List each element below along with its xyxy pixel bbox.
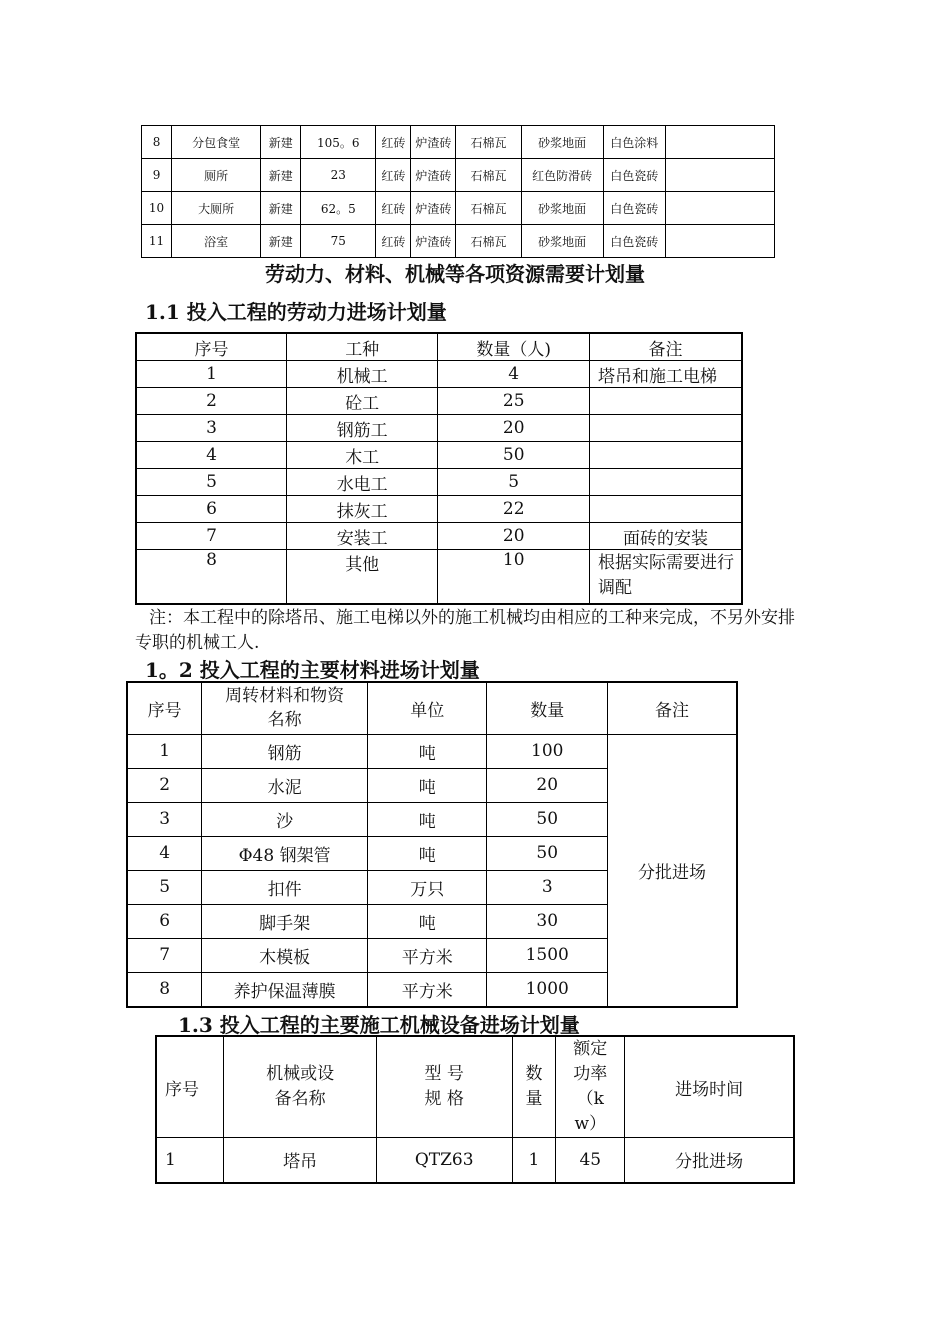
table-cell bbox=[665, 225, 774, 258]
table-cell: 新建 bbox=[261, 225, 301, 258]
materials-heading: 1。2 投入工程的主要材料进场计划量 bbox=[145, 658, 480, 682]
table-cell: 石棉瓦 bbox=[456, 225, 521, 258]
table-row bbox=[136, 361, 742, 388]
table-cell: 石棉瓦 bbox=[456, 126, 521, 159]
column-header-text: 机械或设备名称 bbox=[266, 1064, 335, 1109]
table-cell: 分包食堂 bbox=[172, 126, 261, 159]
table-cell: 2 bbox=[136, 388, 286, 415]
table-cell: 吨 bbox=[367, 768, 486, 802]
column-header bbox=[556, 1036, 625, 1138]
table-cell: 1 bbox=[136, 361, 286, 388]
table-cell: 白色瓷砖 bbox=[603, 225, 665, 258]
column-header bbox=[376, 1036, 512, 1138]
column-header: 工种 bbox=[286, 333, 437, 361]
labor-heading: 1.1 投入工程的劳动力进场计划量 bbox=[145, 300, 447, 324]
table-cell: 红色防滑砖 bbox=[521, 159, 603, 192]
table-cell: 1 bbox=[127, 734, 202, 768]
column-header bbox=[512, 1036, 556, 1138]
table-cell: 105。6 bbox=[301, 126, 376, 159]
table-cell: 23 bbox=[301, 159, 376, 192]
table-cell: 5 bbox=[438, 469, 590, 496]
table-row bbox=[136, 550, 742, 604]
table-cell: 厕所 bbox=[172, 159, 261, 192]
table-cell: 炉渣砖 bbox=[411, 126, 456, 159]
table-cell: 扣件 bbox=[202, 870, 368, 904]
table-cell: 白色涂料 bbox=[603, 126, 665, 159]
table-cell: 红砖 bbox=[376, 192, 411, 225]
page-title: 劳动力、材料、机械等各项资源需要计划量 bbox=[265, 262, 645, 286]
table-cell: 分批进场 bbox=[625, 1138, 794, 1183]
table-cell: 8 bbox=[127, 972, 202, 1007]
table-cell: 吨 bbox=[367, 734, 486, 768]
table-cell: 新建 bbox=[261, 126, 301, 159]
table-cell bbox=[589, 442, 742, 469]
table-row bbox=[136, 523, 742, 550]
table-cell: 1500 bbox=[487, 938, 608, 972]
column-header: 数量（人) bbox=[438, 333, 590, 361]
table-cell: 石棉瓦 bbox=[456, 192, 521, 225]
table-cell: 4 bbox=[136, 442, 286, 469]
column-header bbox=[202, 682, 368, 734]
table-cell: 养护保温薄膜 bbox=[202, 972, 368, 1007]
table-cell: 钢筋 bbox=[202, 734, 368, 768]
table-cell: 20 bbox=[438, 415, 590, 442]
column-header: 序号 bbox=[156, 1036, 224, 1138]
table-cell: 9 bbox=[142, 159, 172, 192]
table-cell: 大厕所 bbox=[172, 192, 261, 225]
table-cell: 50 bbox=[487, 802, 608, 836]
column-header: 备注 bbox=[589, 333, 742, 361]
table-cell: 塔吊 bbox=[224, 1138, 377, 1183]
table-cell: 砂浆地面 bbox=[521, 126, 603, 159]
table-row bbox=[156, 1138, 794, 1183]
table-cell: 30 bbox=[487, 904, 608, 938]
column-header: 单位 bbox=[367, 682, 486, 734]
column-header: 数量 bbox=[487, 682, 608, 734]
column-header-text: 型 号规 格 bbox=[424, 1064, 464, 1109]
table-cell: 5 bbox=[127, 870, 202, 904]
table-cell: 25 bbox=[438, 388, 590, 415]
table-cell: 75 bbox=[301, 225, 376, 258]
table-cell: QTZ63 bbox=[376, 1138, 512, 1183]
table-cell: 安装工 bbox=[286, 523, 437, 550]
table-header-row bbox=[156, 1036, 794, 1138]
table-cell bbox=[589, 388, 742, 415]
table-cell: 50 bbox=[487, 836, 608, 870]
table-cell bbox=[665, 192, 774, 225]
table-cell: 吨 bbox=[367, 904, 486, 938]
labor-note: 注：本工程中的除塔吊、施工电梯以外的施工机械均由相应的工种来完成，不另外安排专职的机械工人. bbox=[135, 608, 795, 653]
table-cell: 红砖 bbox=[376, 159, 411, 192]
column-header bbox=[224, 1036, 377, 1138]
table-row bbox=[142, 126, 775, 159]
table-row bbox=[136, 469, 742, 496]
table-cell: 脚手架 bbox=[202, 904, 368, 938]
table-row bbox=[136, 442, 742, 469]
table-cell: 白色瓷砖 bbox=[603, 159, 665, 192]
table-cell: 3 bbox=[127, 802, 202, 836]
column-header: 序号 bbox=[127, 682, 202, 734]
table-cell: 吨 bbox=[367, 836, 486, 870]
table-cell: 11 bbox=[142, 225, 172, 258]
table-cell: 1 bbox=[512, 1138, 556, 1183]
table-cell: 木模板 bbox=[202, 938, 368, 972]
table-cell: 4 bbox=[438, 361, 590, 388]
table-cell: 3 bbox=[487, 870, 608, 904]
table-cell: 平方米 bbox=[367, 938, 486, 972]
labor-table bbox=[135, 332, 743, 605]
table-cell bbox=[665, 126, 774, 159]
table-row bbox=[142, 192, 775, 225]
table-cell: 砼工 bbox=[286, 388, 437, 415]
table-cell: 62。5 bbox=[301, 192, 376, 225]
table-cell: 抹灰工 bbox=[286, 496, 437, 523]
machinery-heading: 1.3 投入工程的主要施工机械设备进场计划量 bbox=[178, 1013, 580, 1037]
table-cell: 水电工 bbox=[286, 469, 437, 496]
table-cell: 20 bbox=[487, 768, 608, 802]
table-cell: 2 bbox=[127, 768, 202, 802]
table-cell: 1000 bbox=[487, 972, 608, 1007]
table-row bbox=[136, 415, 742, 442]
table-header-row bbox=[127, 682, 737, 734]
table-cell: 炉渣砖 bbox=[411, 225, 456, 258]
table-cell: 其他 bbox=[286, 550, 437, 604]
table-cell: 8 bbox=[142, 126, 172, 159]
building-table bbox=[141, 125, 775, 258]
table-cell: 白色瓷砖 bbox=[603, 192, 665, 225]
table-cell: 6 bbox=[127, 904, 202, 938]
column-header: 进场时间 bbox=[625, 1036, 794, 1138]
table-cell: 20 bbox=[438, 523, 590, 550]
table-cell: 平方米 bbox=[367, 972, 486, 1007]
column-header: 备注 bbox=[608, 682, 737, 734]
machinery-table bbox=[155, 1035, 795, 1184]
column-header: 序号 bbox=[136, 333, 286, 361]
table-cell: 塔吊和施工电梯 bbox=[589, 361, 742, 388]
table-cell: 炉渣砖 bbox=[411, 192, 456, 225]
table-cell: 4 bbox=[127, 836, 202, 870]
table-row bbox=[136, 388, 742, 415]
table-cell: 新建 bbox=[261, 192, 301, 225]
table-cell bbox=[589, 496, 742, 523]
table-cell: 炉渣砖 bbox=[411, 159, 456, 192]
table-cell: 红砖 bbox=[376, 225, 411, 258]
table-cell: 100 bbox=[487, 734, 608, 768]
table-cell: Φ48 钢架管 bbox=[202, 836, 368, 870]
table-row bbox=[142, 225, 775, 258]
table-header-row bbox=[136, 333, 742, 361]
table-cell: 水泥 bbox=[202, 768, 368, 802]
column-header-text: 额定功率（kw） bbox=[573, 1039, 608, 1134]
table-cell: 45 bbox=[556, 1138, 625, 1183]
table-cell bbox=[589, 469, 742, 496]
column-header-text: 数量 bbox=[525, 1064, 543, 1109]
table-cell: 钢筋工 bbox=[286, 415, 437, 442]
table-cell: 10 bbox=[142, 192, 172, 225]
table-cell: 6 bbox=[136, 496, 286, 523]
table-row bbox=[142, 159, 775, 192]
table-cell: 砂浆地面 bbox=[521, 225, 603, 258]
table-cell: 8 bbox=[136, 550, 286, 604]
table-cell: 石棉瓦 bbox=[456, 159, 521, 192]
table-cell: 根据实际需要进行调配 bbox=[589, 550, 742, 604]
table-cell bbox=[665, 159, 774, 192]
table-cell: 22 bbox=[438, 496, 590, 523]
table-cell: 1 bbox=[156, 1138, 224, 1183]
table-cell: 10 bbox=[438, 550, 590, 604]
remark-cell: 分批进场 bbox=[608, 734, 737, 1007]
table-cell: 万只 bbox=[367, 870, 486, 904]
table-cell: 50 bbox=[438, 442, 590, 469]
table-row bbox=[127, 734, 737, 768]
table-cell: 浴室 bbox=[172, 225, 261, 258]
table-cell: 7 bbox=[127, 938, 202, 972]
table-cell: 木工 bbox=[286, 442, 437, 469]
table-cell: 新建 bbox=[261, 159, 301, 192]
column-header-text: 周转材料和物资名称 bbox=[225, 686, 345, 731]
table-cell: 红砖 bbox=[376, 126, 411, 159]
table-cell: 沙 bbox=[202, 802, 368, 836]
table-cell: 3 bbox=[136, 415, 286, 442]
table-row bbox=[136, 496, 742, 523]
materials-table bbox=[126, 681, 738, 1008]
table-cell: 吨 bbox=[367, 802, 486, 836]
table-cell: 5 bbox=[136, 469, 286, 496]
table-cell: 砂浆地面 bbox=[521, 192, 603, 225]
table-cell bbox=[589, 415, 742, 442]
table-cell: 面砖的安装 bbox=[589, 523, 742, 550]
table-cell: 机械工 bbox=[286, 361, 437, 388]
table-cell: 7 bbox=[136, 523, 286, 550]
